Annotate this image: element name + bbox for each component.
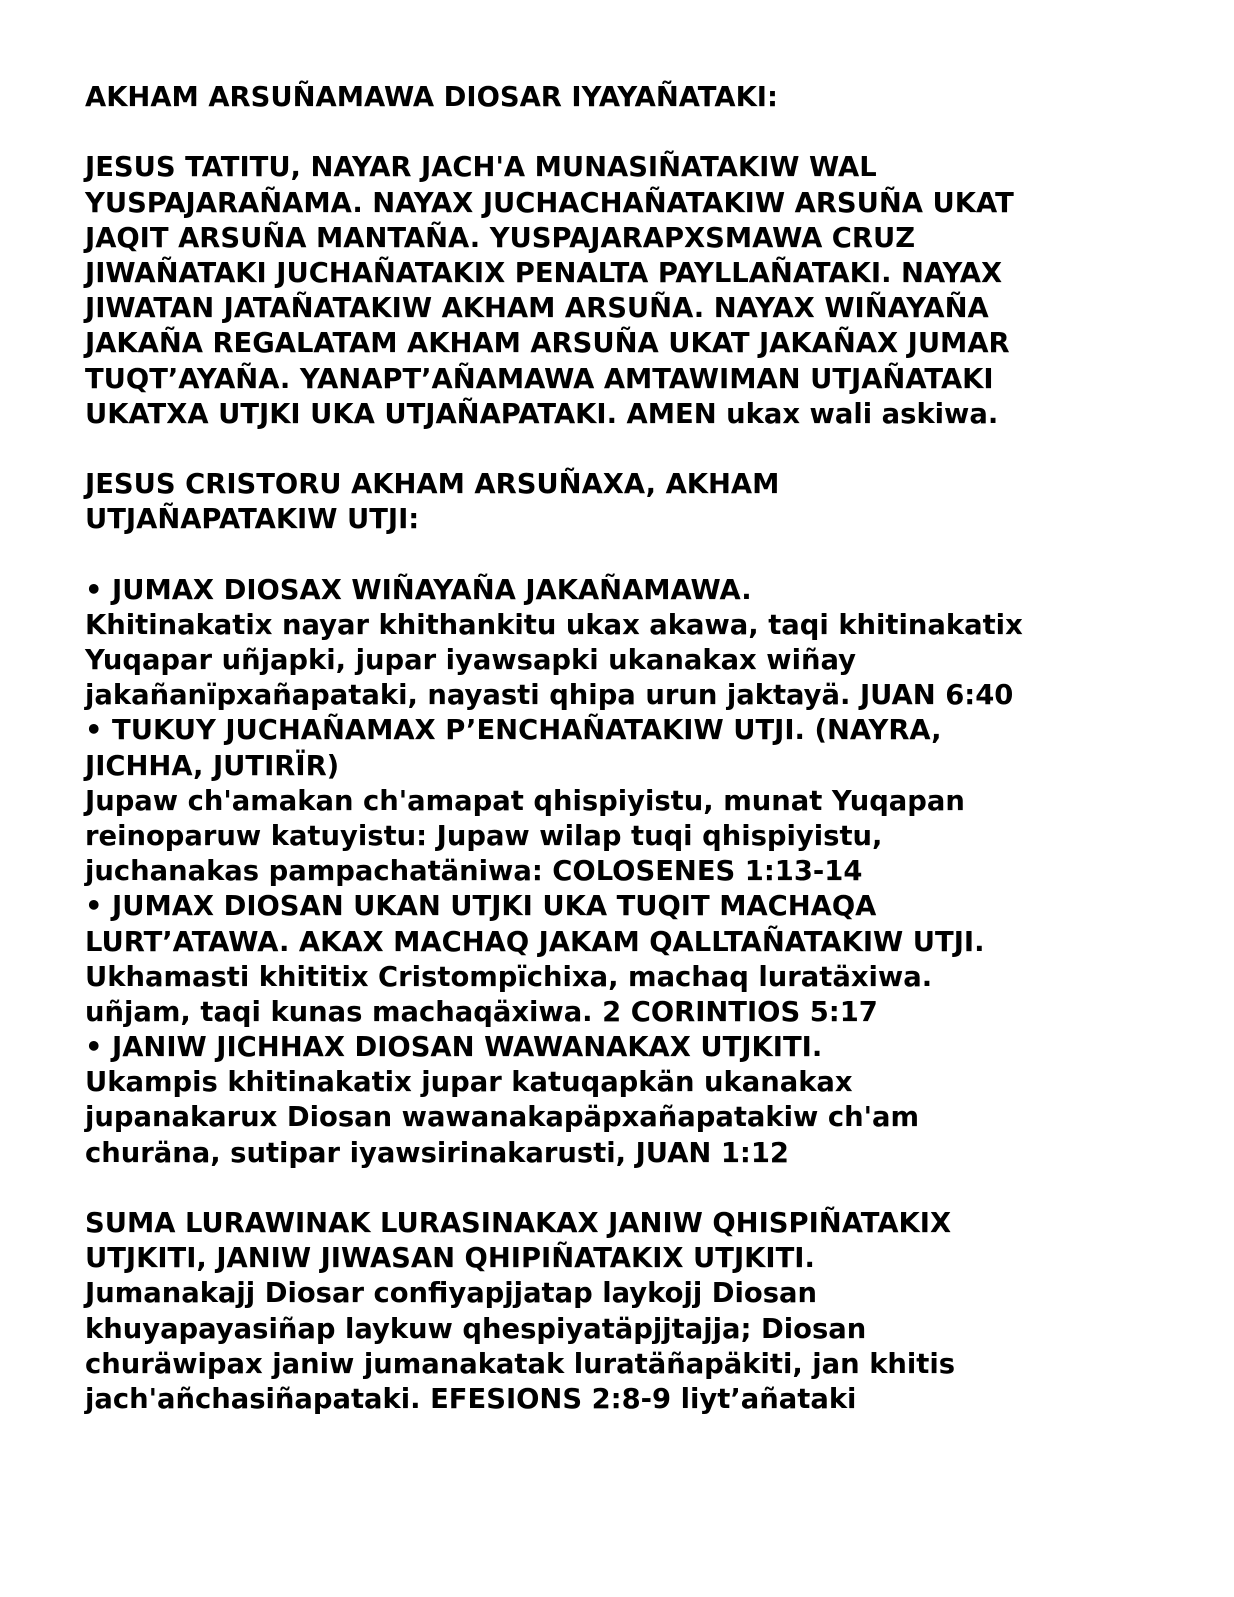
prayer-line: YUSPAJARAÑAMA. NAYAX JUCHACHAÑATAKIW ARSUÑA UKAT <box>85 187 1014 219</box>
section-heading-line: JESUS CRISTORU AKHAM ARSUÑAXA, AKHAM <box>85 469 780 501</box>
closing-line: churäwipax janiw jumanakatak luratäñapäkiti, jan khitis <box>85 1348 956 1380</box>
point-line: Yuqapar uñjapki, jupar iyawsapki ukanakax wiñay <box>85 645 856 676</box>
section-heading-line: UTJAÑAPATAKIW UTJI: <box>85 504 420 536</box>
point-line: LURT’ATAWA. AKAX MACHAQ JAKAM QALLTAÑATAKIW UTJI. <box>85 926 985 958</box>
point-line: Khitinakatix nayar khithankitu ukax akawa, taqi khitinakatix <box>85 609 1023 641</box>
spacer <box>85 432 1195 467</box>
closing-line: SUMA LURAWINAK LURASINAKAX JANIW QHISPIÑATAKIX <box>85 1208 952 1239</box>
prayer-line: JIWATAN JATAÑATAKIW AKHAM ARSUÑA. NAYAX WIÑAYAÑA <box>85 293 989 325</box>
section-heading <box>85 467 1195 537</box>
closing-line: jach'añchasiñapataki. EFESIONS 2:8-9 liyt’añataki <box>85 1383 857 1415</box>
prayer-line: TUQT’AYAÑA. YANAPT’AÑAMAWA AMTAWIMAN UTJAÑATAKI <box>85 363 994 395</box>
spacer <box>85 537 1195 572</box>
prayer-line: JIWAÑATAKI JUCHAÑATAKIX PENALTA PAYLLAÑATAKI. NAYAX <box>85 257 1003 289</box>
point-line: jupanakarux Diosan wawanakapäpxañapatakiw ch'am <box>85 1102 919 1134</box>
prayer-line: JAKAÑA REGALATAM AKHAM ARSUÑA UKAT JAKAÑAX JUMAR <box>85 328 1010 360</box>
point-line: • JUMAX DIOSAX WIÑAYAÑA JAKAÑAMAWA. <box>85 574 752 606</box>
point-line: reinoparuw katuyistu: Jupaw wilap tuqi qhispiyistu, <box>85 820 883 852</box>
point-line: Ukhamasti khititix Cristompïchixa, machaq luratäxiwa. <box>85 961 933 993</box>
prayer-line: JAQIT ARSUÑA MANTAÑA. YUSPAJARAPXSMAWA CRUZ <box>85 222 916 254</box>
point-line: • JANIW JICHHAX DIOSAN WAWANAKAX UTJKITI. <box>85 1032 823 1064</box>
point-line: jakañanïpxañapataki, nayasti qhipa urun jaktayä. JUAN 6:40 <box>85 680 1014 712</box>
point-line: uñjam, taqi kunas machaqäxiwa. 2 CORINTIOS 5:17 <box>85 996 878 1028</box>
closing-line: UTJKITI, JANIW JIWASAN QHIPIÑATAKIX UTJKITI. <box>85 1243 815 1275</box>
point-line: Jupaw ch'amakan ch'amapat qhispiyistu, munat Yuqapan <box>85 785 965 817</box>
document-page <box>85 80 1195 1417</box>
point-line: • JUMAX DIOSAN UKAN UTJKI UKA TUQIT MACHAQA <box>85 891 877 923</box>
point-line: Ukampis khitinakatix jupar katuqapkän ukanakax <box>85 1067 853 1099</box>
point-line: • TUKUY JUCHAÑAMAX P’ENCHAÑATAKIW UTJI. (NAYRA, <box>85 715 942 747</box>
document-heading: AKHAM ARSUÑAMAWA DIOSAR IYAYAÑATAKI: <box>85 82 778 113</box>
point-line: JICHHA, JUTIRÏR) <box>85 750 340 782</box>
closing-paragraph <box>85 1206 1195 1417</box>
point-line: juchanakas pampachatäniwa: COLOSENES 1:13-14 <box>85 856 863 888</box>
prayer-line: JESUS TATITU, NAYAR JACH'A MUNASIÑATAKIW WAL <box>85 152 877 184</box>
prayer-line: UKATXA UTJKI UKA UTJAÑAPATAKI. AMEN ukax wali askiwa. <box>85 398 999 430</box>
closing-line: Jumanakajj Diosar confiyapjjatap laykojj Diosan <box>85 1278 817 1310</box>
closing-line: khuyapayasiñap laykuw qhespiyatäpjjtajja; Diosan <box>85 1313 867 1345</box>
points-list <box>85 573 1195 1171</box>
spacer <box>85 1171 1195 1206</box>
point-line: churäna, sutipar iyawsirinakarusti, JUAN 1:12 <box>85 1137 789 1169</box>
spacer <box>85 115 1195 150</box>
prayer-paragraph <box>85 150 1195 432</box>
